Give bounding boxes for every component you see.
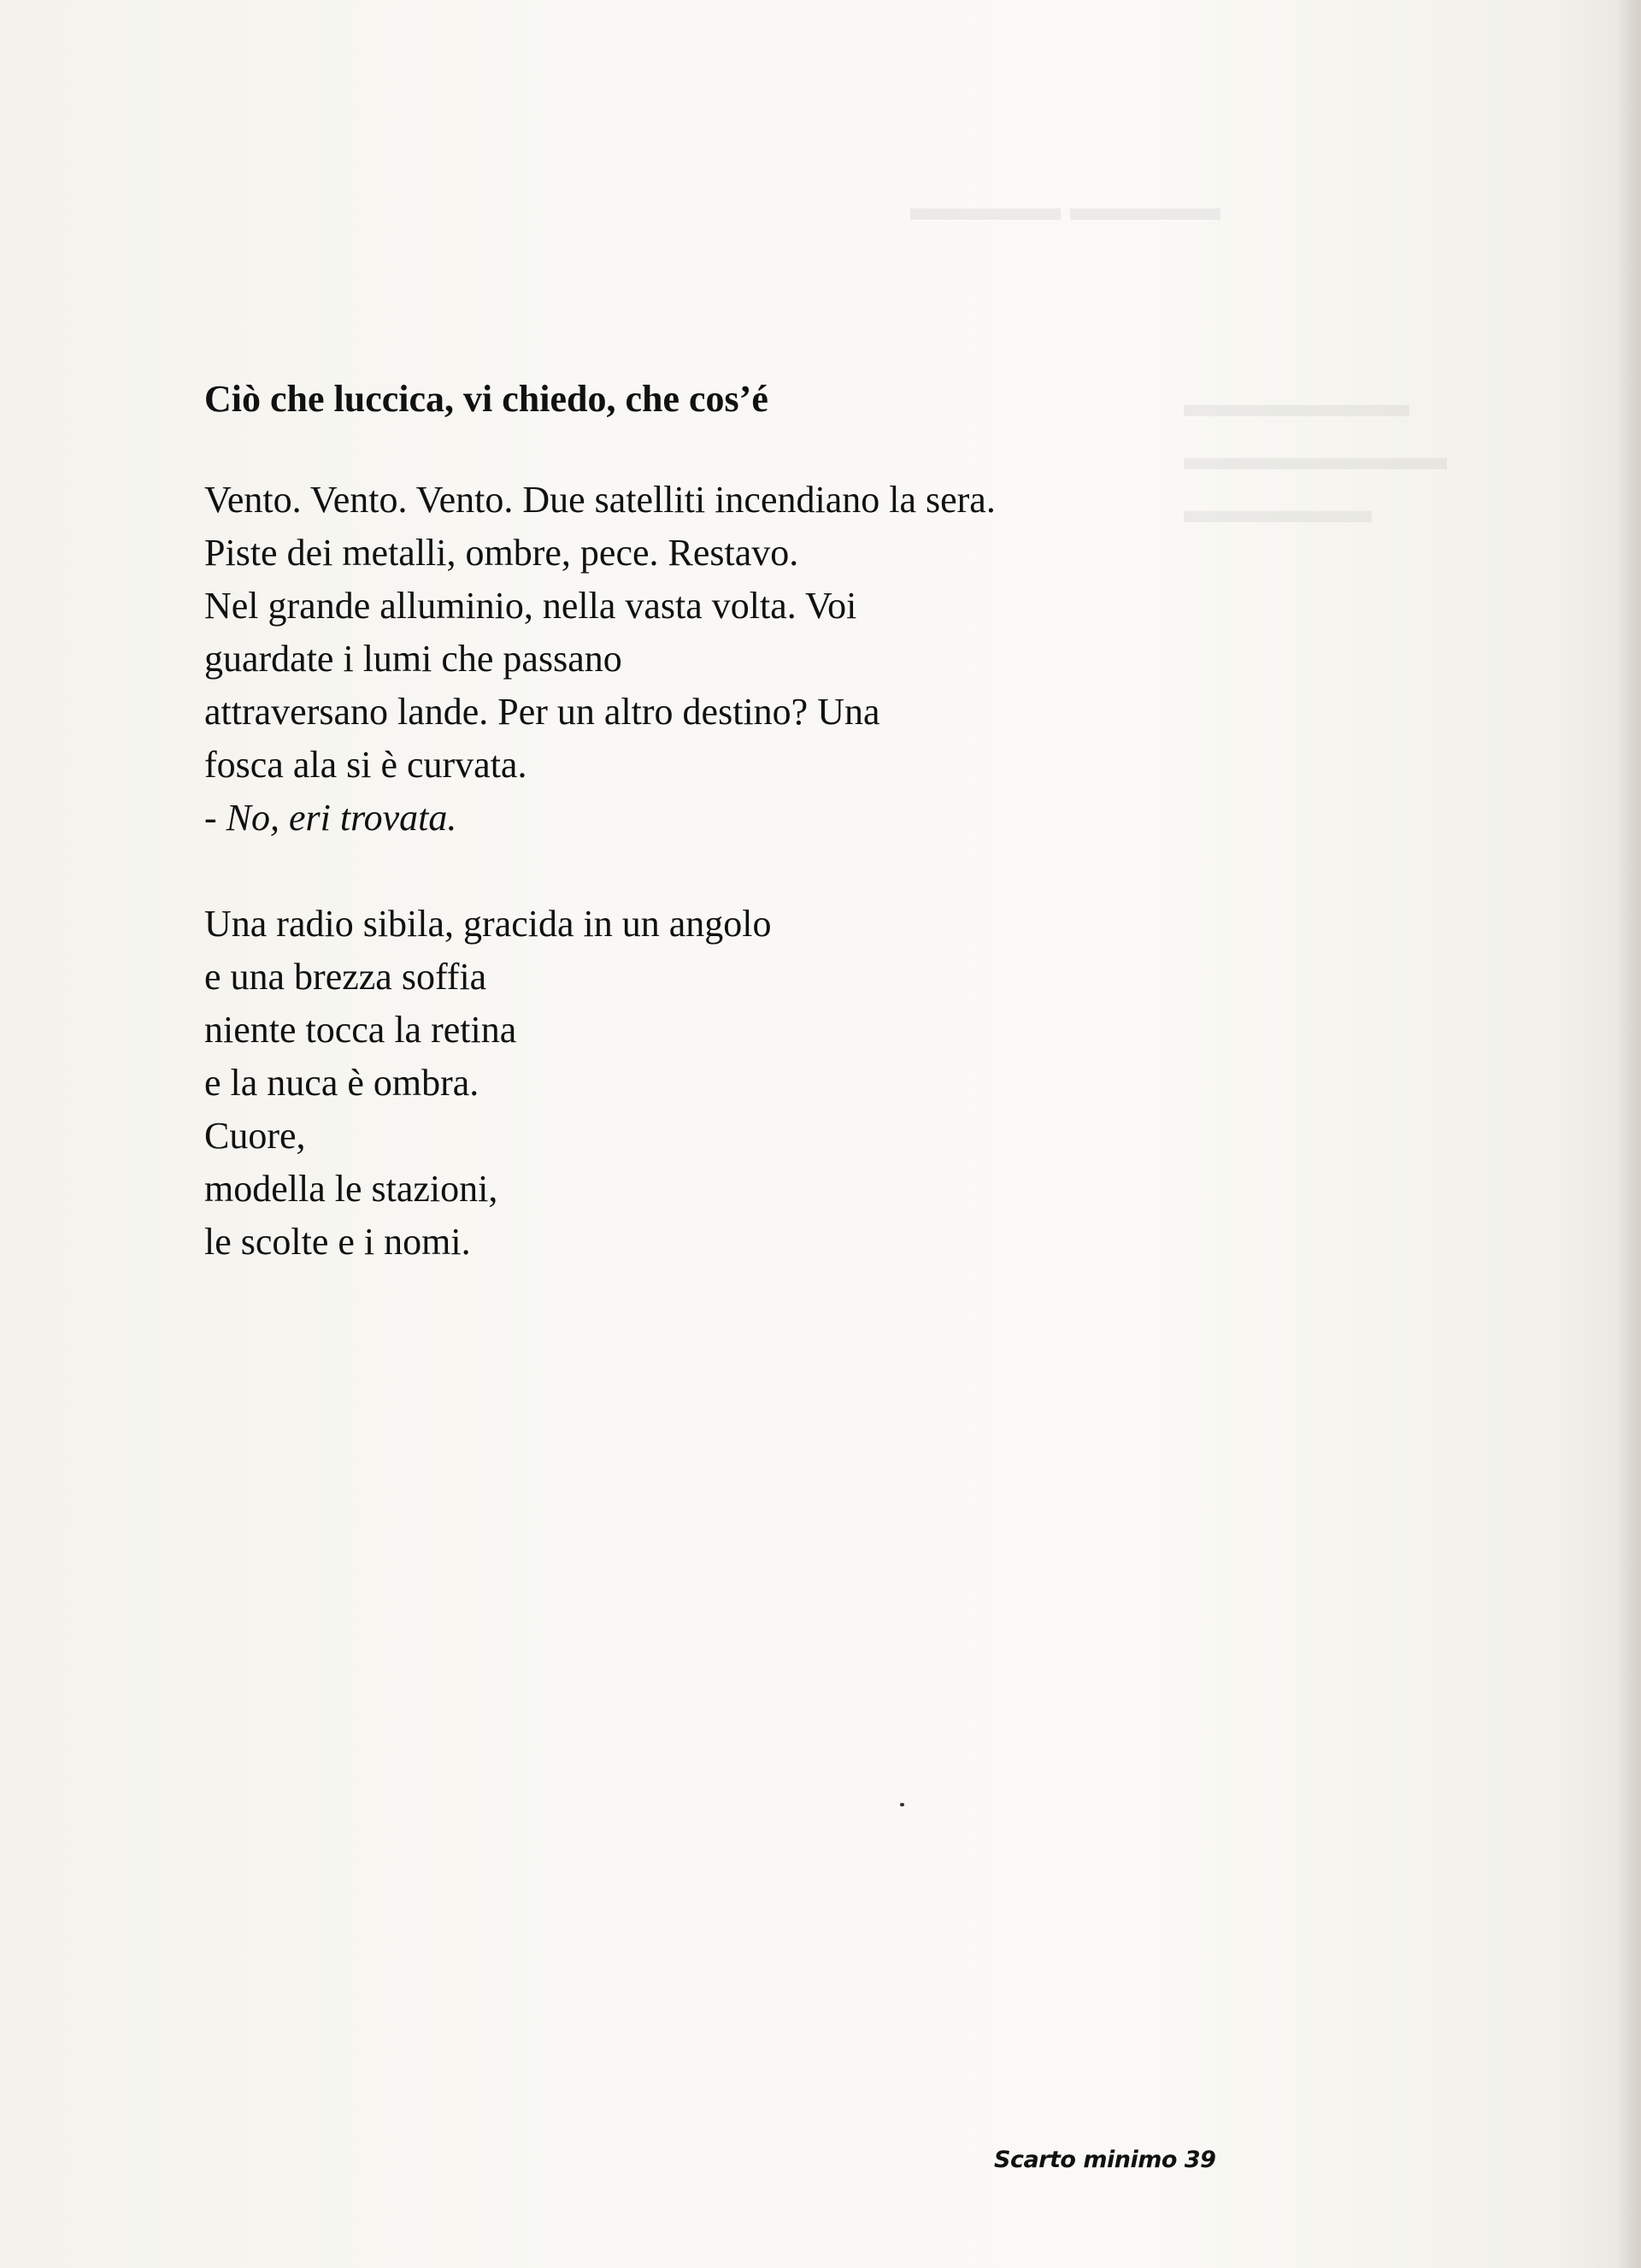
poem-line: e la nuca è ombra. xyxy=(204,1062,479,1104)
poem-line: Vento. Vento. Vento. Due satelliti incendiano la sera. xyxy=(204,479,996,521)
stanza-1 xyxy=(204,474,1281,845)
poem-title: Ciò che luccica, vi chiedo, che cos’é xyxy=(204,378,768,420)
poem xyxy=(204,373,1281,1269)
poem-line: Una radio sibila, gracida in un angolo xyxy=(204,903,772,945)
poem-line: fosca ala si è curvata. xyxy=(204,744,527,786)
running-footer: Scarto minimo 39 xyxy=(994,2147,1216,2173)
poem-line: guardate i lumi che passano xyxy=(204,638,622,680)
poem-line: e una brezza soffia xyxy=(204,956,487,998)
poem-line: attraversano lande. Per un altro destino? Una xyxy=(204,691,880,733)
poem-line: modella le stazioni, xyxy=(204,1168,498,1210)
poem-line: Cuore, xyxy=(204,1115,306,1157)
bleed-through-shadow: ▬▬▬▬▬▬ ▬▬▬▬▬▬▬ ▬▬▬▬▬ xyxy=(1184,383,1447,531)
poem-line: Piste dei metalli, ombre, pece. Restavo. xyxy=(204,532,799,574)
poem-line: Nel grande alluminio, nella vasta volta. Voi xyxy=(204,585,857,627)
poem-line: niente tocca la retina xyxy=(204,1009,517,1051)
bleed-through-shadow: ▬▬▬▬ ▬▬▬▬ xyxy=(816,186,1220,228)
stanza-2 xyxy=(204,898,1281,1269)
poem-line-italic: - No, eri trovata. xyxy=(204,797,457,839)
paper-speck xyxy=(900,1803,904,1806)
poem-line: le scolte e i nomi. xyxy=(204,1221,471,1263)
page-spine-shadow xyxy=(1617,0,1641,2268)
